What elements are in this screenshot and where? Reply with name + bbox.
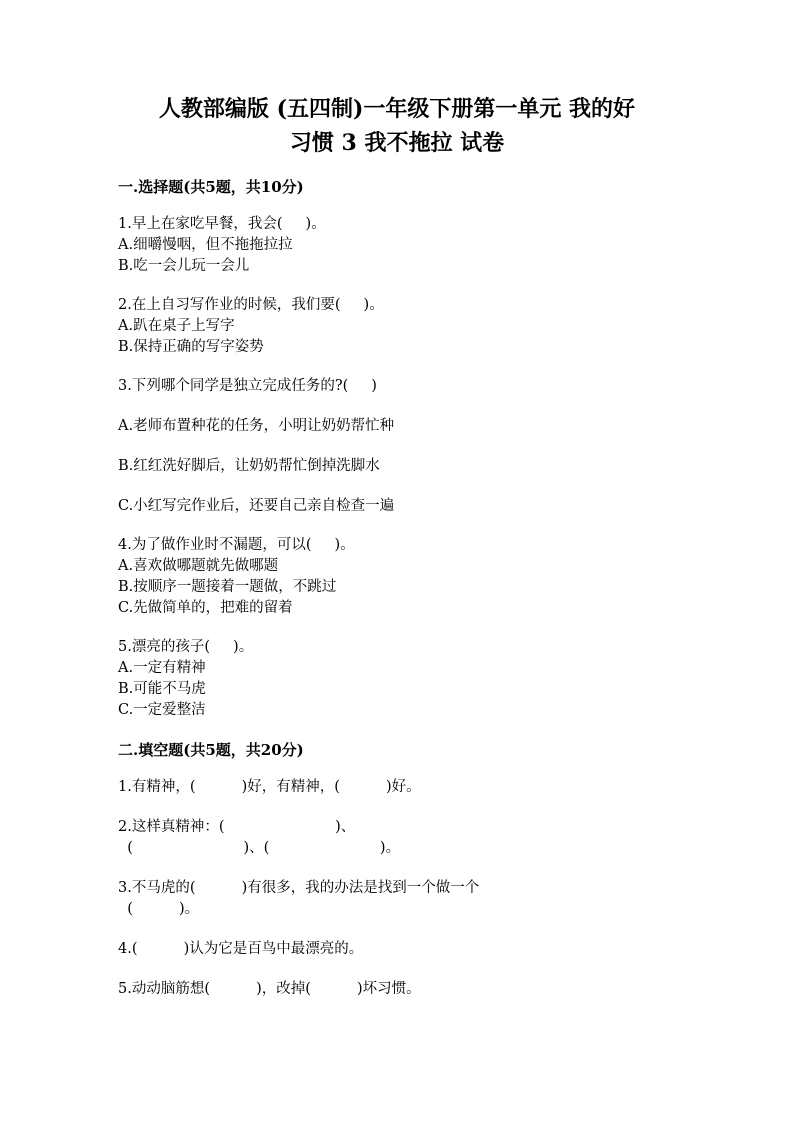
fill-question-5 [118, 979, 718, 1000]
question-text: 1.有精神，( )好，有精神，( )好。 [118, 779, 421, 795]
question-text: 2.这样真精神：( )、 [118, 819, 356, 835]
question-text-continued: ( )。 [118, 901, 200, 917]
option-a: A.细嚼慢咽，但不拖拖拉拉 [118, 237, 293, 253]
question-stem: 3.下列哪个同学是独立完成任务的?( ) [118, 378, 377, 394]
section-heading-fill: 二.填空题(共5题，共20分) [118, 741, 304, 759]
option-b: B.吃一会儿玩一会儿 [118, 258, 250, 274]
option-a: A.老师布置种花的任务，小明让奶奶帮忙种 [118, 418, 395, 434]
option-c: C.先做简单的，把难的留着 [118, 600, 293, 616]
fill-question-1 [118, 777, 718, 798]
choice-question-3 [118, 376, 718, 517]
question-stem: 1.早上在家吃早餐，我会( )。 [118, 216, 326, 232]
question-stem: 2.在上自习写作业的时候，我们要( )。 [118, 297, 384, 313]
question-stem: 5.漂亮的孩子( )。 [118, 639, 254, 655]
question-text: 5.动动脑筋想( )，改掉( )坏习惯。 [118, 981, 421, 997]
question-text: 4.( )认为它是百鸟中最漂亮的。 [118, 941, 364, 957]
option-c: C.一定爱整洁 [118, 702, 206, 718]
option-c: C.小红写完作业后，还要自己亲自检查一遍 [118, 498, 395, 514]
option-a: A.趴在桌子上写字 [118, 318, 235, 334]
fill-question-2 [118, 817, 718, 859]
question-text-continued: ( )、( )。 [118, 840, 401, 856]
exam-content [118, 176, 718, 1019]
option-b: B.保持正确的写字姿势 [118, 339, 264, 355]
fill-question-4 [118, 939, 718, 960]
page-title [0, 92, 794, 160]
title-line-1: 人教部编版 (五四制)一年级下册第一单元 我的好 [158, 96, 636, 122]
fill-question-3 [118, 878, 718, 920]
option-b: B.可能不马虎 [118, 681, 206, 697]
choice-question-5 [118, 637, 718, 721]
choice-question-4 [118, 535, 718, 619]
option-b: B.红红洗好脚后，让奶奶帮忙倒掉洗脚水 [118, 458, 380, 474]
section-heading-choice: 一.选择题(共5题，共10分) [118, 178, 304, 196]
option-a: A.一定有精神 [118, 660, 206, 676]
question-text: 3.不马虎的( )有很多，我的办法是找到一个做一个 [118, 880, 480, 896]
choice-question-1 [118, 214, 718, 277]
title-line-2: 习惯 3 我不拖拉 试卷 [289, 130, 505, 156]
choice-question-2 [118, 295, 718, 358]
option-a: A.喜欢做哪题就先做哪题 [118, 558, 279, 574]
question-stem: 4.为了做作业时不漏题，可以( )。 [118, 537, 355, 553]
option-b: B.按顺序一题接着一题做，不跳过 [118, 579, 337, 595]
